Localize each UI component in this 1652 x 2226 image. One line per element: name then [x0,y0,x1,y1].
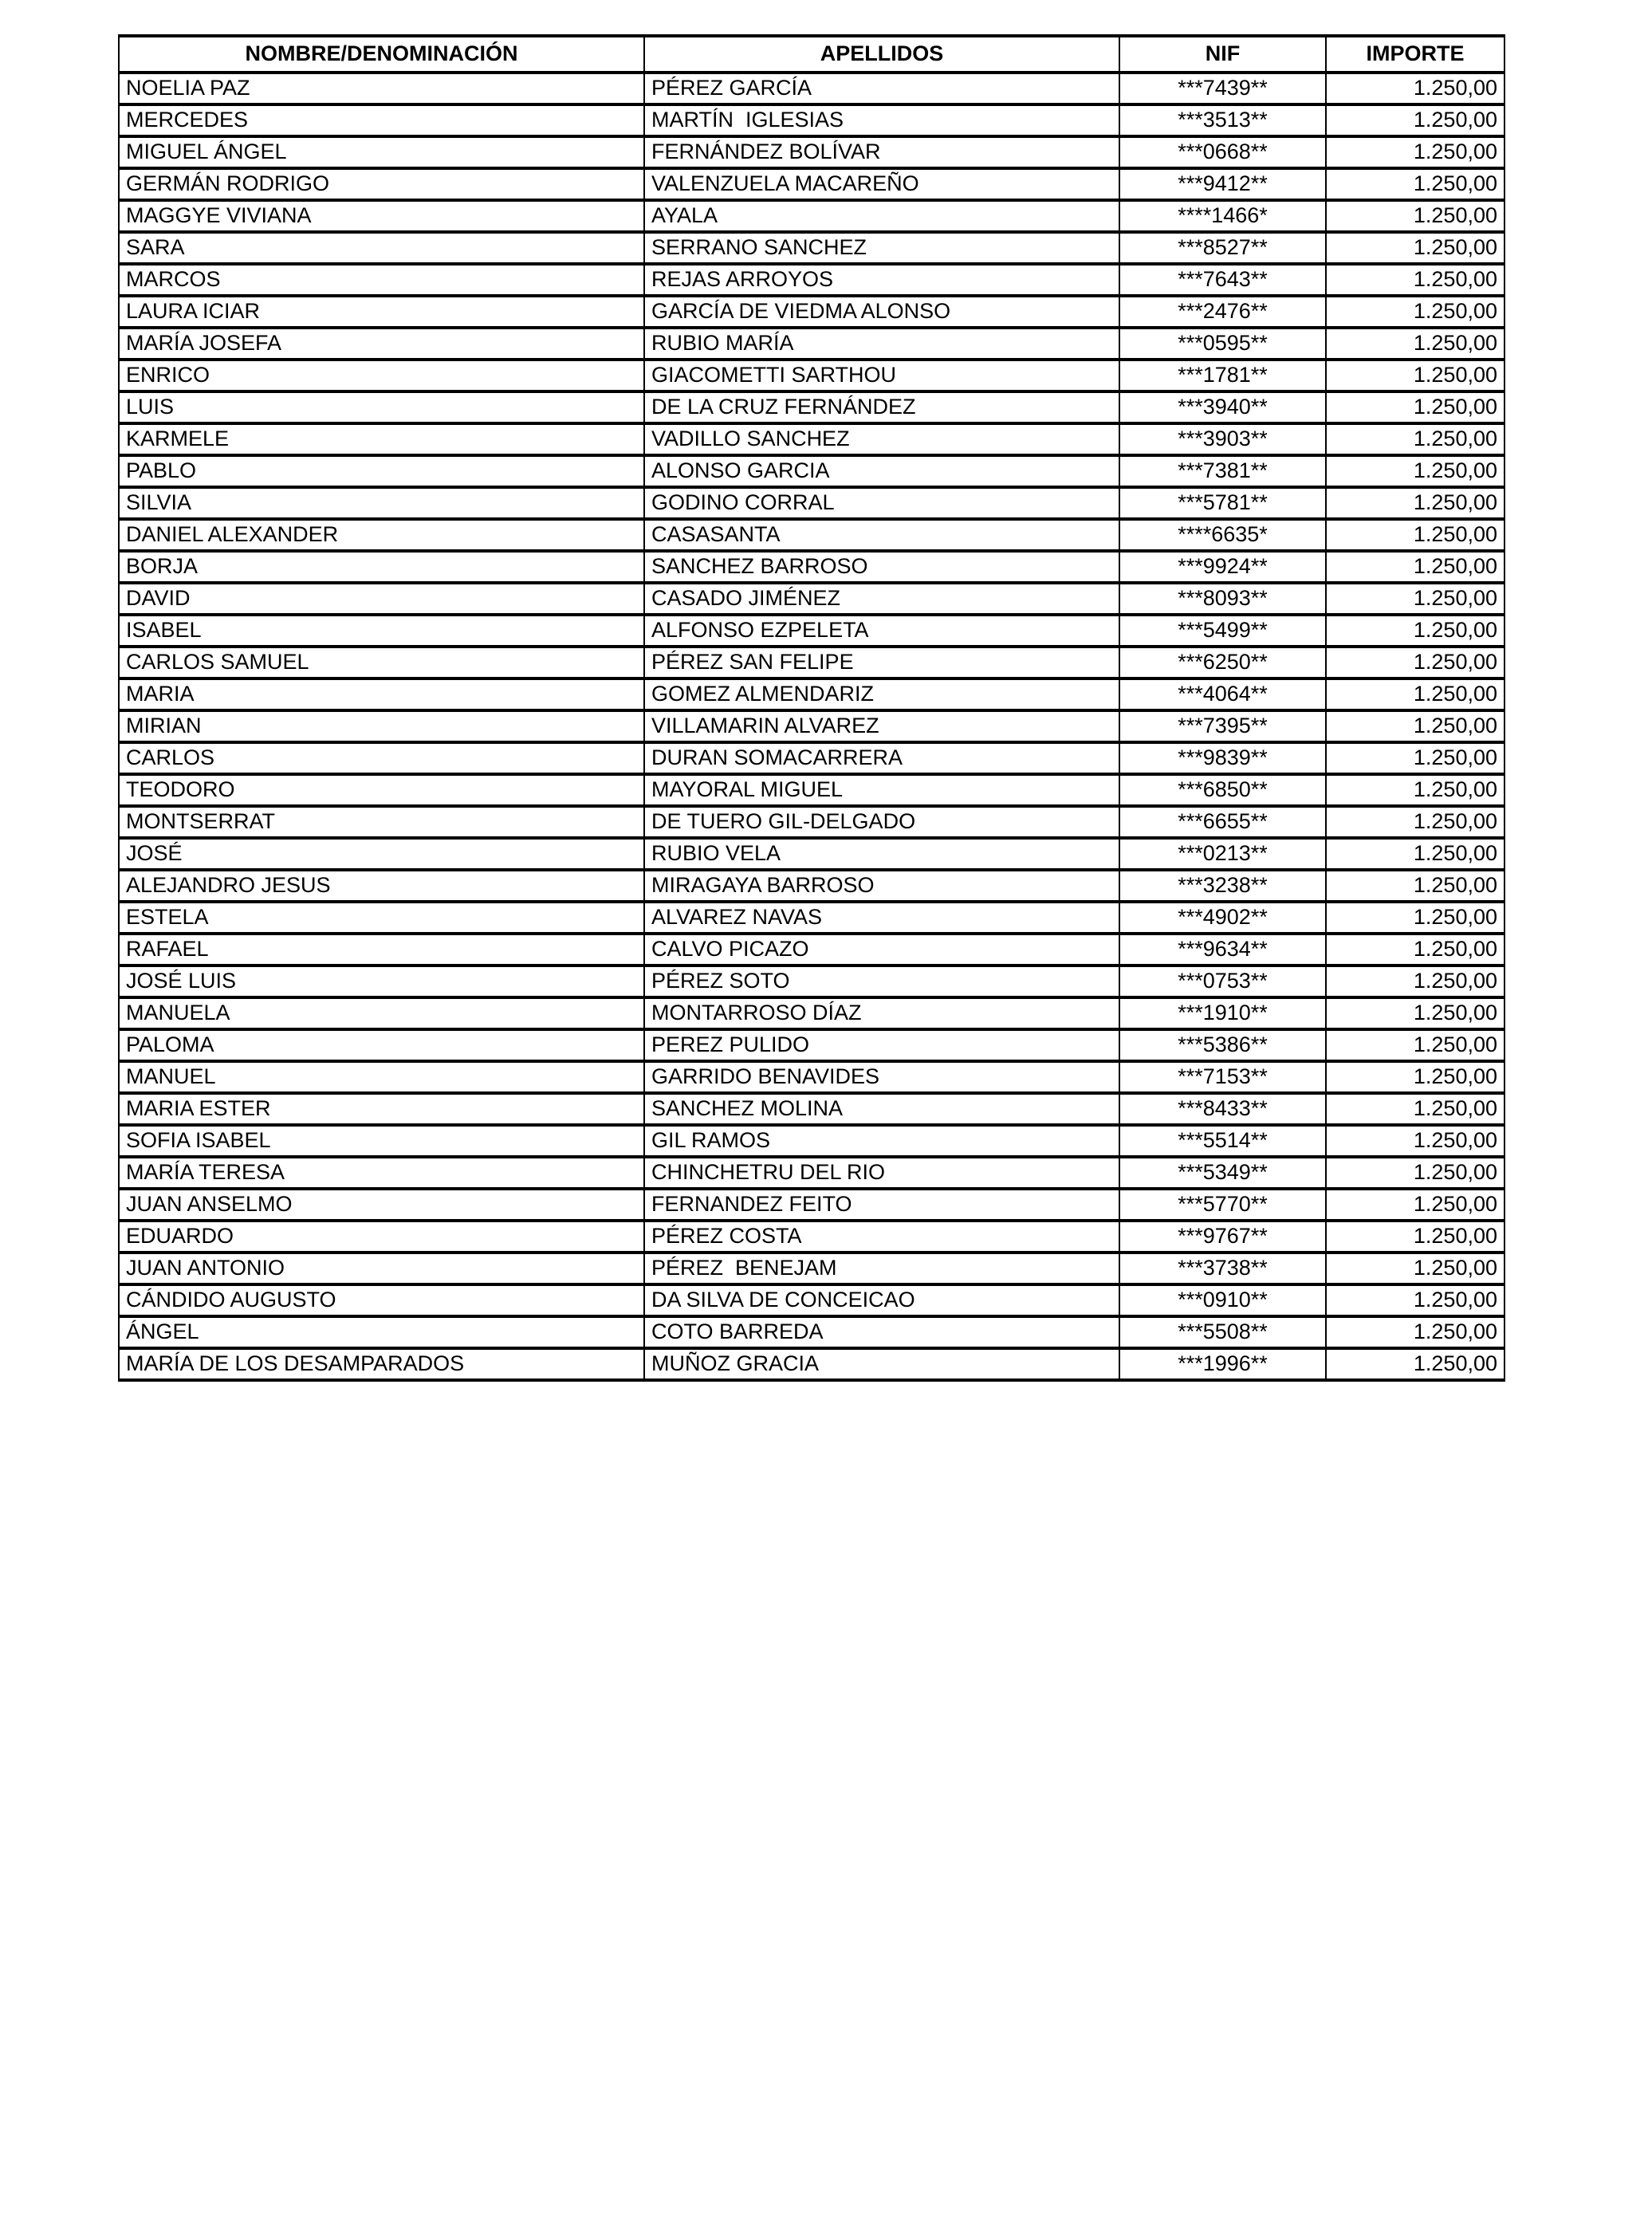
cell-importe: 1.250,00 [1326,551,1504,583]
table-row [119,360,1504,391]
cell-importe: 1.250,00 [1326,1061,1504,1093]
table-row [119,232,1504,264]
cell-importe: 1.250,00 [1326,519,1504,551]
cell-nombre: EDUARDO [119,1221,644,1253]
table-header-row [119,36,1504,73]
cell-nombre: JOSÉ [119,838,644,870]
table-row [119,870,1504,902]
cell-apellidos: SANCHEZ BARROSO [644,551,1119,583]
table-row [119,934,1504,966]
cell-apellidos: PEREZ PULIDO [644,1029,1119,1061]
cell-importe: 1.250,00 [1326,870,1504,902]
cell-importe: 1.250,00 [1326,104,1504,136]
cell-nombre: KARMELE [119,423,644,455]
cell-importe: 1.250,00 [1326,742,1504,774]
cell-apellidos: GARCÍA DE VIEDMA ALONSO [644,296,1119,328]
cell-importe: 1.250,00 [1326,136,1504,168]
table-row [119,168,1504,200]
cell-apellidos: DA SILVA DE CONCEICAO [644,1284,1119,1316]
cell-apellidos: PÉREZ SAN FELIPE [644,647,1119,678]
table-row [119,710,1504,742]
table-row [119,1253,1504,1284]
cell-apellidos: PÉREZ SOTO [644,966,1119,997]
table-row [119,1221,1504,1253]
cell-apellidos: PÉREZ COSTA [644,1221,1119,1253]
cell-nif: ***5499** [1119,615,1326,647]
cell-nif: ***3903** [1119,423,1326,455]
cell-nif: ***5781** [1119,487,1326,519]
table-row [119,742,1504,774]
cell-nombre: ESTELA [119,902,644,934]
cell-apellidos: PÉREZ BENEJAM [644,1253,1119,1284]
cell-apellidos: AYALA [644,200,1119,232]
table-row [119,519,1504,551]
cell-nombre: MAGGYE VIVIANA [119,200,644,232]
cell-apellidos: GOMEZ ALMENDARIZ [644,678,1119,710]
table-row [119,73,1504,104]
cell-importe: 1.250,00 [1326,710,1504,742]
cell-apellidos: FERNANDEZ FEITO [644,1189,1119,1221]
table-row [119,1125,1504,1157]
cell-nif: ****1466* [1119,200,1326,232]
cell-importe: 1.250,00 [1326,1348,1504,1380]
cell-importe: 1.250,00 [1326,200,1504,232]
table-row [119,997,1504,1029]
cell-importe: 1.250,00 [1326,1316,1504,1348]
cell-apellidos: RUBIO VELA [644,838,1119,870]
cell-nif: ***9839** [1119,742,1326,774]
cell-apellidos: VADILLO SANCHEZ [644,423,1119,455]
table-row [119,1316,1504,1348]
header-apellidos: APELLIDOS [644,36,1119,73]
table-row [119,551,1504,583]
cell-importe: 1.250,00 [1326,455,1504,487]
cell-nif: ***7439** [1119,73,1326,104]
cell-nif: ***9767** [1119,1221,1326,1253]
cell-nif: ***9412** [1119,168,1326,200]
table-body [119,73,1504,1380]
table-row [119,200,1504,232]
cell-nombre: TEODORO [119,774,644,806]
cell-nombre: MARIA [119,678,644,710]
cell-importe: 1.250,00 [1326,487,1504,519]
cell-nombre: SILVIA [119,487,644,519]
cell-apellidos: DURAN SOMACARRERA [644,742,1119,774]
cell-apellidos: VALENZUELA MACAREÑO [644,168,1119,200]
cell-apellidos: MAYORAL MIGUEL [644,774,1119,806]
table-row [119,264,1504,296]
cell-nombre: MIGUEL ÁNGEL [119,136,644,168]
table-row [119,136,1504,168]
cell-nombre: CARLOS [119,742,644,774]
cell-apellidos: GIL RAMOS [644,1125,1119,1157]
cell-nombre: MANUELA [119,997,644,1029]
cell-importe: 1.250,00 [1326,678,1504,710]
cell-nif: ***1910** [1119,997,1326,1029]
cell-importe: 1.250,00 [1326,168,1504,200]
cell-apellidos: SANCHEZ MOLINA [644,1093,1119,1125]
cell-nif: ***5508** [1119,1316,1326,1348]
cell-importe: 1.250,00 [1326,997,1504,1029]
table-row [119,806,1504,838]
header-nombre-denominacion: NOMBRE/DENOMINACIÓN [119,36,644,73]
cell-nombre: ÁNGEL [119,1316,644,1348]
cell-importe: 1.250,00 [1326,232,1504,264]
cell-nif: ***6850** [1119,774,1326,806]
cell-importe: 1.250,00 [1326,838,1504,870]
cell-nif: ***0213** [1119,838,1326,870]
table-row [119,838,1504,870]
cell-nombre: MONTSERRAT [119,806,644,838]
cell-apellidos: ALONSO GARCIA [644,455,1119,487]
cell-nif: ***5770** [1119,1189,1326,1221]
table-row [119,391,1504,423]
table-row [119,1284,1504,1316]
cell-nombre: MIRIAN [119,710,644,742]
header-nif: NIF [1119,36,1326,73]
cell-nombre: BORJA [119,551,644,583]
cell-nombre: DANIEL ALEXANDER [119,519,644,551]
cell-nif: ***7153** [1119,1061,1326,1093]
cell-importe: 1.250,00 [1326,423,1504,455]
cell-importe: 1.250,00 [1326,774,1504,806]
table-row [119,1157,1504,1189]
cell-apellidos: CHINCHETRU DEL RIO [644,1157,1119,1189]
table-row [119,455,1504,487]
cell-nif: ***7381** [1119,455,1326,487]
cell-nombre: MARCOS [119,264,644,296]
cell-nif: ***9634** [1119,934,1326,966]
table-row [119,615,1504,647]
cell-nif: ***3940** [1119,391,1326,423]
table-row [119,1189,1504,1221]
cell-importe: 1.250,00 [1326,1157,1504,1189]
table-row [119,1093,1504,1125]
cell-apellidos: SERRANO SANCHEZ [644,232,1119,264]
table-row [119,104,1504,136]
cell-nif: ***3238** [1119,870,1326,902]
cell-nombre: RAFAEL [119,934,644,966]
cell-apellidos: CASASANTA [644,519,1119,551]
table-row [119,423,1504,455]
cell-apellidos: GIACOMETTI SARTHOU [644,360,1119,391]
cell-nif: ***5349** [1119,1157,1326,1189]
cell-importe: 1.250,00 [1326,360,1504,391]
cell-importe: 1.250,00 [1326,902,1504,934]
cell-importe: 1.250,00 [1326,73,1504,104]
cell-importe: 1.250,00 [1326,615,1504,647]
cell-importe: 1.250,00 [1326,1221,1504,1253]
table-header [119,36,1504,73]
cell-apellidos: MIRAGAYA BARROSO [644,870,1119,902]
cell-apellidos: VILLAMARIN ALVAREZ [644,710,1119,742]
cell-apellidos: ALFONSO EZPELETA [644,615,1119,647]
cell-nombre: DAVID [119,583,644,615]
table-row [119,647,1504,678]
cell-nombre: ENRICO [119,360,644,391]
cell-apellidos: CASADO JIMÉNEZ [644,583,1119,615]
cell-apellidos: CALVO PICAZO [644,934,1119,966]
cell-apellidos: MARTÍN IGLESIAS [644,104,1119,136]
cell-nombre: PABLO [119,455,644,487]
cell-nif: ***2476** [1119,296,1326,328]
cell-nombre: SARA [119,232,644,264]
cell-apellidos: DE LA CRUZ FERNÁNDEZ [644,391,1119,423]
cell-nombre: NOELIA PAZ [119,73,644,104]
cell-apellidos: PÉREZ GARCÍA [644,73,1119,104]
cell-importe: 1.250,00 [1326,583,1504,615]
cell-nombre: JUAN ANSELMO [119,1189,644,1221]
cell-nif: ***0595** [1119,328,1326,360]
cell-apellidos: ALVAREZ NAVAS [644,902,1119,934]
cell-importe: 1.250,00 [1326,328,1504,360]
cell-nif: ***4902** [1119,902,1326,934]
cell-nif: ***5386** [1119,1029,1326,1061]
table-row [119,1348,1504,1380]
cell-apellidos: FERNÁNDEZ BOLÍVAR [644,136,1119,168]
cell-nif: ***3738** [1119,1253,1326,1284]
table-row [119,1061,1504,1093]
header-importe: IMPORTE [1326,36,1504,73]
beneficiaries-table [118,34,1505,1382]
cell-importe: 1.250,00 [1326,391,1504,423]
table-row [119,1029,1504,1061]
cell-importe: 1.250,00 [1326,1253,1504,1284]
cell-nif: ***0668** [1119,136,1326,168]
cell-nombre: CÁNDIDO AUGUSTO [119,1284,644,1316]
table-row [119,296,1504,328]
cell-nombre: JUAN ANTONIO [119,1253,644,1284]
cell-importe: 1.250,00 [1326,1284,1504,1316]
cell-apellidos: DE TUERO GIL-DELGADO [644,806,1119,838]
cell-nombre: ISABEL [119,615,644,647]
cell-nombre: MARIA ESTER [119,1093,644,1125]
cell-importe: 1.250,00 [1326,264,1504,296]
cell-nombre: MARÍA TERESA [119,1157,644,1189]
cell-apellidos: REJAS ARROYOS [644,264,1119,296]
cell-apellidos: MUÑOZ GRACIA [644,1348,1119,1380]
cell-apellidos: RUBIO MARÍA [644,328,1119,360]
cell-nif: ***0910** [1119,1284,1326,1316]
cell-nif: ***6655** [1119,806,1326,838]
cell-importe: 1.250,00 [1326,647,1504,678]
cell-nif: ***6250** [1119,647,1326,678]
cell-nombre: MANUEL [119,1061,644,1093]
cell-nif: ***1781** [1119,360,1326,391]
cell-apellidos: MONTARROSO DÍAZ [644,997,1119,1029]
cell-nif: ***1996** [1119,1348,1326,1380]
cell-nombre: SOFIA ISABEL [119,1125,644,1157]
table-row [119,583,1504,615]
cell-nombre: JOSÉ LUIS [119,966,644,997]
cell-nombre: CARLOS SAMUEL [119,647,644,678]
cell-nif: ***4064** [1119,678,1326,710]
cell-apellidos: COTO BARREDA [644,1316,1119,1348]
table-row [119,328,1504,360]
cell-importe: 1.250,00 [1326,1189,1504,1221]
cell-nombre: GERMÁN RODRIGO [119,168,644,200]
cell-nif: ***8093** [1119,583,1326,615]
cell-importe: 1.250,00 [1326,296,1504,328]
table-row [119,487,1504,519]
cell-nombre: LUIS [119,391,644,423]
cell-nombre: MARÍA JOSEFA [119,328,644,360]
cell-nombre: MARÍA DE LOS DESAMPARADOS [119,1348,644,1380]
cell-nif: ***0753** [1119,966,1326,997]
table-row [119,678,1504,710]
cell-importe: 1.250,00 [1326,1125,1504,1157]
cell-importe: 1.250,00 [1326,806,1504,838]
cell-importe: 1.250,00 [1326,1093,1504,1125]
cell-nombre: PALOMA [119,1029,644,1061]
cell-nif: ****6635* [1119,519,1326,551]
cell-importe: 1.250,00 [1326,966,1504,997]
cell-importe: 1.250,00 [1326,1029,1504,1061]
cell-nif: ***5514** [1119,1125,1326,1157]
cell-nif: ***7395** [1119,710,1326,742]
cell-nif: ***8527** [1119,232,1326,264]
cell-nif: ***9924** [1119,551,1326,583]
cell-nif: ***8433** [1119,1093,1326,1125]
table-row [119,966,1504,997]
cell-importe: 1.250,00 [1326,934,1504,966]
cell-nombre: LAURA ICIAR [119,296,644,328]
cell-nombre: ALEJANDRO JESUS [119,870,644,902]
cell-nif: ***3513** [1119,104,1326,136]
table-row [119,902,1504,934]
table-row [119,774,1504,806]
cell-nif: ***7643** [1119,264,1326,296]
cell-apellidos: GARRIDO BENAVIDES [644,1061,1119,1093]
cell-apellidos: GODINO CORRAL [644,487,1119,519]
cell-nombre: MERCEDES [119,104,644,136]
